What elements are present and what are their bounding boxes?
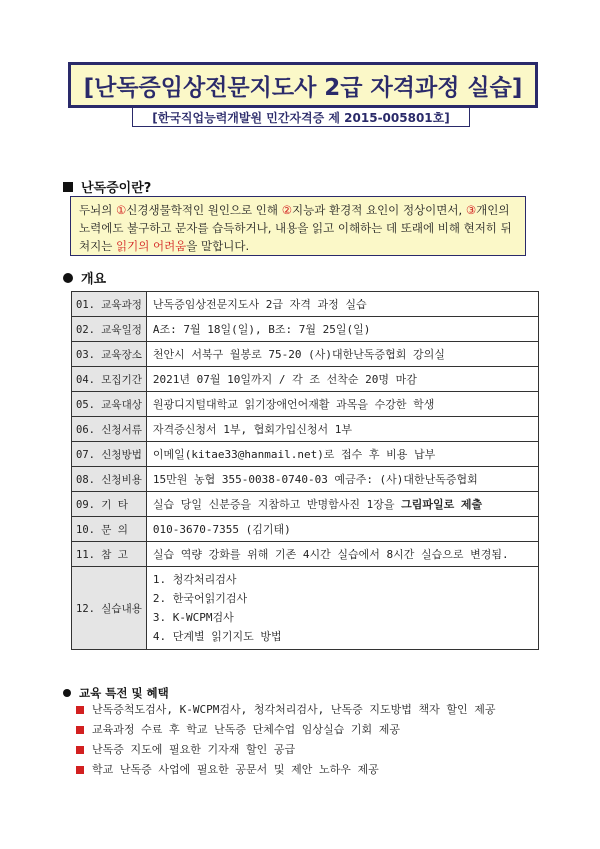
row-value: 이메일(kitae33@hanmail.net)로 접수 후 비용 납부 — [146, 442, 538, 467]
table-row — [72, 492, 539, 517]
row-value: A조: 7월 18일(일), B조: 7월 25일(일) — [146, 317, 538, 342]
table-row — [72, 367, 539, 392]
table-row — [72, 342, 539, 367]
row-value-text: 실습 당일 신분증을 지참하고 반명함사진 1장을 — [152, 498, 402, 511]
red-square-bullet-icon — [76, 726, 84, 734]
marker-1: ① — [115, 203, 127, 217]
definition-text-3: 지능과 환경적 요인이 정상이면서, — [292, 203, 466, 217]
list-item: 3. K-WCPM검사 — [152, 611, 234, 624]
red-square-bullet-icon — [76, 746, 84, 754]
table-row — [72, 417, 539, 442]
overview-table — [71, 291, 539, 650]
list-item: 4. 단계별 읽기지도 방법 — [152, 630, 282, 643]
table-row — [72, 442, 539, 467]
row-value-bold: 그림파일로 제출 — [401, 498, 483, 511]
row-value: 15만원 농협 355-0038-0740-03 예금주: (사)대한난독증협회 — [146, 467, 538, 492]
definition-heading — [63, 177, 151, 196]
row-value: 실습 역량 강화를 위해 기존 4시간 실습에서 8시간 실습으로 변경됨. — [146, 542, 538, 567]
row-value: 자격증신청서 1부, 협회가입신청서 1부 — [146, 417, 538, 442]
benefit-text: 난독증척도검사, K-WCPM검사, 청각처리검사, 난독증 지도방법 책자 할인 제공 — [92, 703, 496, 716]
table-row — [72, 567, 539, 650]
page-title: [난독증임상전문지도사 2급 자격과정 실습] — [83, 74, 523, 101]
row-value: 난독증임상전문지도사 2급 자격 과정 실습 — [146, 292, 538, 317]
row-value: 원광디지털대학교 읽기장애언어재활 과목을 수강한 학생 — [146, 392, 538, 417]
definition-highlight: 읽기의 어려움 — [115, 239, 187, 253]
circle-bullet-icon — [63, 689, 71, 697]
definition-text-5: 을 말합니다. — [186, 239, 250, 253]
benefit-text: 교육과정 수료 후 학교 난독증 단체수업 임상실습 기회 제공 — [92, 723, 401, 736]
table-row — [72, 292, 539, 317]
table-row — [72, 317, 539, 342]
row-label: 05. 교육대상 — [72, 392, 147, 417]
table-row — [72, 542, 539, 567]
benefits-list — [76, 700, 496, 780]
row-label: 03. 교육장소 — [72, 342, 147, 367]
list-item — [76, 760, 496, 780]
benefits-heading-text: 교육 특전 및 혜택 — [79, 686, 169, 700]
row-label: 08. 신청비용 — [72, 467, 147, 492]
row-label: 04. 모집기간 — [72, 367, 147, 392]
benefit-text: 학교 난독증 사업에 필요한 공문서 및 제안 노하우 제공 — [92, 763, 379, 776]
benefit-text: 난독증 지도에 필요한 기자재 할인 공급 — [92, 743, 296, 756]
overview-heading-text: 개요 — [81, 272, 107, 287]
row-label: 10. 문 의 — [72, 517, 147, 542]
table-row — [72, 392, 539, 417]
overview-heading — [63, 268, 106, 287]
red-square-bullet-icon — [76, 706, 84, 714]
row-label: 07. 신청방법 — [72, 442, 147, 467]
row-value: 2021년 07월 10일까지 / 각 조 선착순 20명 마감 — [146, 367, 538, 392]
row-value: 010-3670-7355 (김기태) — [146, 517, 538, 542]
marker-2: ② — [281, 203, 292, 217]
list-item — [76, 720, 496, 740]
list-item — [76, 700, 496, 720]
row-value — [146, 567, 538, 650]
row-label: 11. 참 고 — [72, 542, 147, 567]
list-item: 2. 한국어읽기검사 — [152, 592, 248, 605]
subtitle-banner — [132, 107, 470, 127]
row-value: 천안시 서북구 월봉로 75-20 (사)대한난독증협회 강의실 — [146, 342, 538, 367]
definition-heading-text: 난독증이란? — [81, 181, 152, 196]
table-row — [72, 467, 539, 492]
red-square-bullet-icon — [76, 766, 84, 774]
row-label: 09. 기 타 — [72, 492, 147, 517]
list-item: 1. 청각처리검사 — [152, 573, 237, 586]
row-label: 06. 신청서류 — [72, 417, 147, 442]
row-label: 01. 교육과정 — [72, 292, 147, 317]
table-row — [72, 517, 539, 542]
row-value — [146, 492, 538, 517]
list-item — [76, 740, 496, 760]
row-label: 02. 교육일정 — [72, 317, 147, 342]
definition-text-2: 신경생물학적인 원인으로 인해 — [126, 203, 282, 217]
definition-text-1: 두뇌의 — [79, 203, 116, 217]
square-bullet-icon — [63, 182, 73, 192]
row-label: 12. 실습내용 — [72, 567, 147, 650]
title-banner — [68, 62, 538, 108]
circle-bullet-icon — [63, 273, 73, 283]
definition-box — [70, 196, 526, 256]
page-subtitle: [한국직업능력개발원 민간자격증 제 2015-005801호] — [152, 110, 450, 125]
benefits-heading — [63, 685, 169, 701]
definition-text-4: 개인의 노력에도 불구하고 문자를 습득하거나, 내용을 읽고 이해하는 데 또래에 비해 현저히 뒤쳐지는 — [79, 203, 512, 253]
marker-3: ③ — [465, 203, 477, 217]
